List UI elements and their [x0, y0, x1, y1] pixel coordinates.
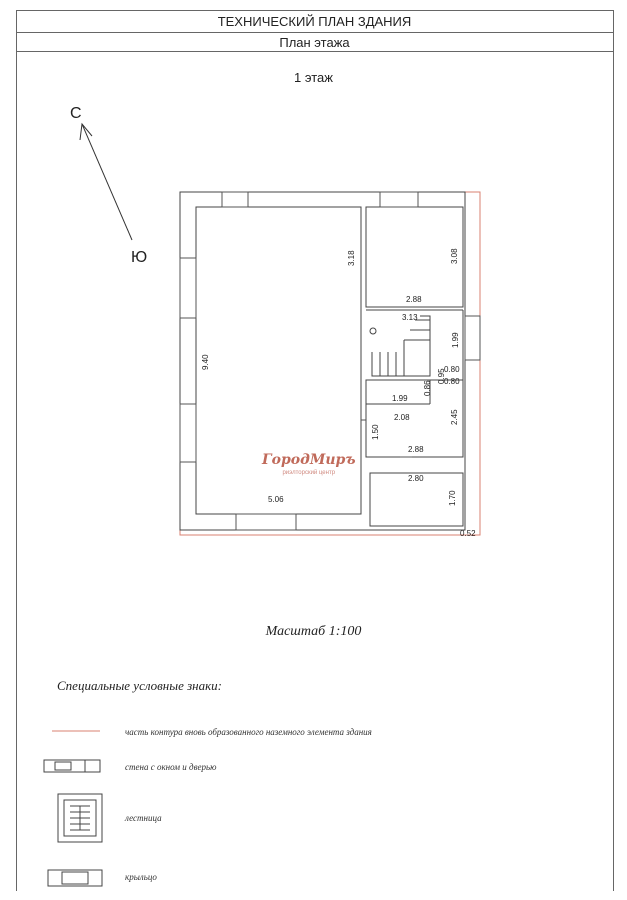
watermark-logo-text: ГородМиръ — [262, 452, 356, 468]
dim-2-80: 2.80 — [408, 474, 424, 483]
floor-label: 1 этаж — [294, 70, 333, 85]
dim-5-06: 5.06 — [268, 495, 284, 504]
legend-item-wall: стена с окном и дверью — [125, 762, 217, 772]
stair-icon — [370, 316, 430, 376]
window-left-upper — [180, 258, 196, 318]
plan-subtitle: План этажа — [16, 32, 613, 52]
dim-3-08: 3.08 — [450, 248, 459, 264]
compass-line — [82, 124, 132, 240]
dim-2-88-lower: 2.88 — [408, 445, 424, 454]
window-bottom — [236, 514, 296, 530]
legend-item-stair: лестница — [125, 813, 162, 823]
window-top-right — [380, 192, 418, 207]
plan-title: ТЕХНИЧЕСКИЙ ПЛАН ЗДАНИЯ — [16, 10, 613, 32]
scale-label: Масштаб 1:100 — [265, 624, 362, 639]
dim-1-99-horiz: 1.99 — [392, 394, 408, 403]
windows — [180, 192, 480, 530]
doors — [361, 420, 412, 457]
legend-title: Специальные условные знаки: — [57, 678, 223, 693]
dim-0-86: 0.86 — [423, 380, 432, 396]
compass-north-label: С — [70, 105, 82, 122]
legend-porch-icon — [48, 870, 102, 886]
watermark-logo — [262, 452, 356, 476]
compass-arrow-icon — [80, 124, 92, 140]
legend-wall-icon — [44, 760, 100, 772]
window-right — [465, 316, 480, 360]
legend-stair-icon — [58, 794, 102, 842]
dim-2-08: 2.08 — [394, 413, 410, 422]
dim-0-80-a: 0.80 — [444, 365, 460, 374]
dim-3-13: 3.13 — [402, 313, 418, 322]
compass-south-label: Ю — [131, 249, 148, 266]
dim-1-50: 1.50 — [371, 424, 380, 440]
building-contour — [180, 192, 480, 535]
legend-item-porch: крыльцо — [125, 872, 157, 882]
dim-1-99-vert: 1.99 — [451, 332, 460, 348]
dim-0-95: 0.95 — [437, 368, 446, 384]
legend-item-contour: часть контура вновь образованного наземного элемента здания — [125, 727, 372, 737]
dim-0-52: 0.52 — [460, 529, 476, 538]
dim-3-18: 3.18 — [347, 250, 356, 266]
dim-2-45: 2.45 — [450, 409, 459, 425]
dim-0-80-b: 0.80 — [444, 377, 460, 386]
watermark-subtitle: риэлторский центр — [282, 470, 336, 476]
window-left-lower — [180, 404, 196, 462]
compass — [80, 124, 132, 240]
dim-9-40: 9.40 — [201, 354, 210, 370]
dim-1-70: 1.70 — [448, 490, 457, 506]
window-top-left — [222, 192, 248, 207]
dim-2-88-upper: 2.88 — [406, 295, 422, 304]
